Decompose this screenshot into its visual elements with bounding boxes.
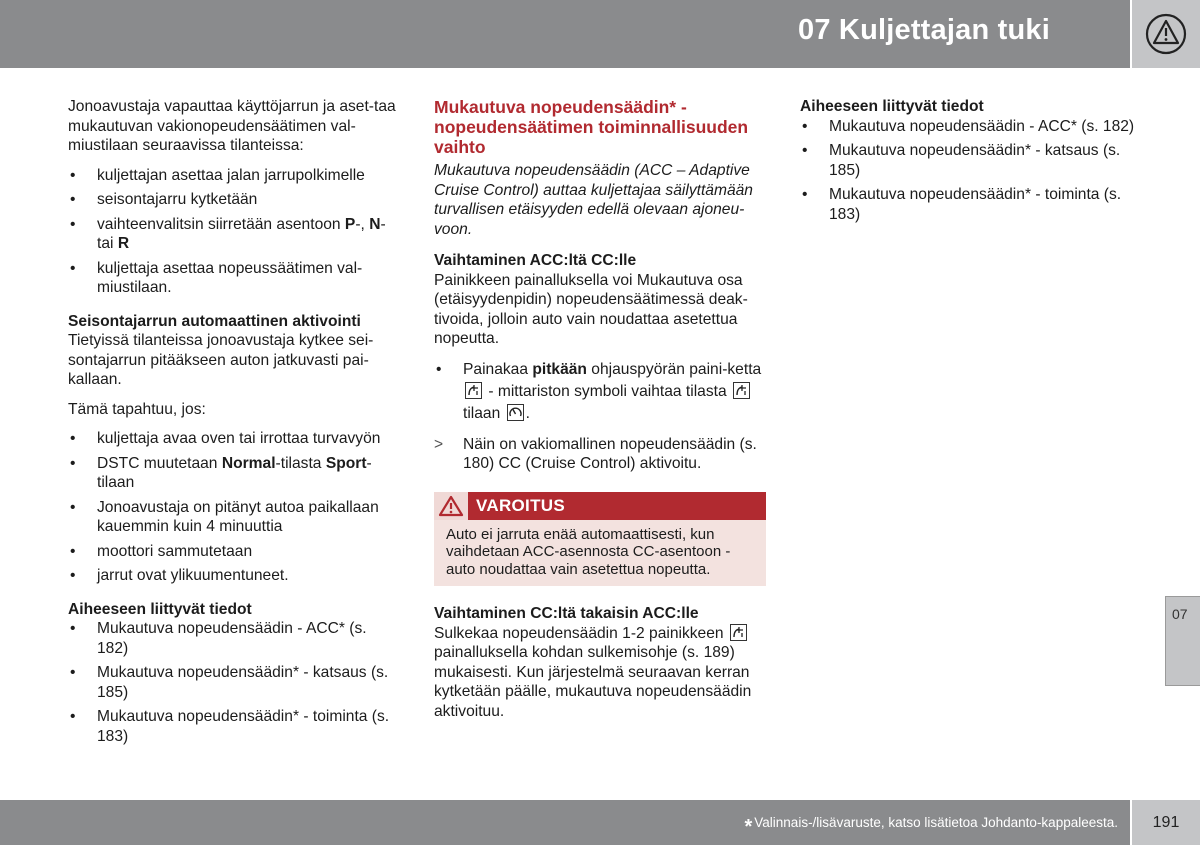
list-item: • vaihteenvalitsin siirretään asentoon P-, N-tai R	[70, 215, 386, 252]
related-heading: Aiheeseen liittyvät tiedot	[68, 600, 252, 618]
cruise-control-button-icon	[730, 624, 747, 641]
warning-title: VAROITUS	[476, 495, 565, 515]
cruise-control-button-icon	[465, 382, 482, 399]
warning-text: Auto ei jarruta enää automaattisesti, kun vaihdetaan ACC-asennosta CC-asentoon - auto noudattaa vain asetettua nopeutta.	[434, 520, 766, 587]
related-link[interactable]: • Mukautuva nopeudensäädin* - toiminta (s. 183)	[802, 186, 1122, 223]
list-item: • moottori sammutetaan	[70, 542, 253, 560]
paragraph: Painikkeen painalluksella voi Mukautuva osa (etäisyydenpidin) nopeudensäätimessä deak-tivoida, jolloin auto vain noudattaa asetettua nopeutta.	[434, 271, 748, 347]
list-item: • jarrut ovat ylikuumentuneet.	[70, 567, 289, 584]
related-link[interactable]: • Mukautuva nopeudensäädin* - toiminta (s. 183)	[70, 708, 390, 745]
chapter-side-tab[interactable]	[1165, 596, 1200, 686]
list-item: • kuljettaja avaa oven tai irrottaa turvavyön	[70, 430, 381, 447]
paragraph: Tämä tapahtuu, jos:	[68, 400, 206, 418]
column-middle	[434, 97, 766, 731]
chapter-icon-box	[1132, 0, 1200, 68]
list-item: • kuljettajan asettaa jalan jarrupolkimelle	[70, 166, 365, 184]
related-link[interactable]: • Mukautuva nopeudensäädin* - katsaus (s. 185)	[70, 664, 389, 701]
result-item: > Näin on vakiomallinen nopeudensäädin (s. 180) CC (Cruise Control) aktivoitu.	[434, 435, 757, 472]
footer-note: * Valinnais-/lisävaruste, katso lisätietoa Johdanto-kappaleesta.	[744, 815, 1118, 838]
related-link[interactable]: • Mukautuva nopeudensäädin - ACC* (s. 182)	[70, 620, 367, 657]
section-heading: Vaihtaminen ACC:ltä CC:lle	[434, 252, 637, 269]
list-item: • DSTC muutetaan Normal-tilasta Sport-tilaan	[70, 454, 372, 491]
chapter-title: 07 Kuljettajan tuki	[798, 14, 1050, 46]
acc-symbol-icon	[733, 382, 750, 399]
related-list	[800, 117, 1140, 225]
chapter-number: 07	[1172, 606, 1188, 622]
paragraph: Tietyissä tilanteissa jonoavustaja kytkee sei-sontajarrun pitääkseen auton jatkuvasti pai-kallaan.	[68, 332, 374, 388]
release-conditions-list	[68, 166, 400, 298]
activation-conditions-list	[68, 429, 400, 586]
page-footer	[0, 800, 1130, 845]
list-item: • seisontajarru kytketään	[70, 191, 258, 208]
warning-box	[434, 492, 766, 587]
list-item: • Jonoavustaja on pitänyt autoa paikallaan kauemmin kuin 4 minuuttia	[70, 498, 379, 535]
warning-header	[434, 492, 766, 520]
step-list	[434, 359, 766, 425]
list-item: • kuljettaja asettaa nopeussäätimen val-miustilaan.	[70, 259, 363, 296]
page-header	[0, 0, 1130, 68]
warning-triangle-icon	[438, 495, 464, 517]
column-right	[800, 97, 1140, 234]
intro-paragraph: Jonoavustaja vapauttaa käyttöjarrun ja aset-taa mukautuvan vakionopeudensäätimen val-miustilaan seuraavissa tilanteissa:	[68, 98, 396, 154]
related-heading: Aiheeseen liittyvät tiedot	[800, 98, 984, 115]
column-left	[68, 97, 400, 756]
warning-icon-box	[434, 492, 468, 520]
paragraph: Sulkekaa nopeudensäädin 1-2 painikkeen painalluksella kohdan sulkemisohje (s. 189) mukaisesti. Kun järjestelmä seuraavan kerran kytketään päälle, mukautuva nopeudensäädin aktivoituu.	[434, 624, 752, 720]
footer-star: *	[744, 816, 753, 838]
related-list	[68, 619, 400, 746]
section-heading: Vaihtaminen CC:ltä takaisin ACC:lle	[434, 605, 699, 622]
article-title: Mukautuva nopeudensäädin* - nopeudensäätimen toiminnallisuuden vaihto	[434, 97, 749, 157]
page-number: 191	[1132, 800, 1200, 845]
step-item: • Painakaa pitkään ohjauspyörän paini-ketta - mittariston symboli vaihtaa tilasta tilaan .	[436, 360, 762, 422]
related-link[interactable]: • Mukautuva nopeudensäädin* - katsaus (s. 185)	[802, 142, 1121, 179]
cc-symbol-icon	[507, 404, 524, 421]
related-link[interactable]: • Mukautuva nopeudensäädin - ACC* (s. 182)	[802, 117, 1135, 135]
article-intro: Mukautuva nopeudensäädin (ACC – Adaptive Cruise Control) auttaa kuljettajaa säilyttämään turvallisen etäisyyden edellä olevaan ajoneu-voon.	[434, 162, 753, 238]
warning-triangle-icon	[1144, 12, 1188, 56]
section-heading: Seisontajarrun automaattinen aktivointi	[68, 312, 361, 330]
